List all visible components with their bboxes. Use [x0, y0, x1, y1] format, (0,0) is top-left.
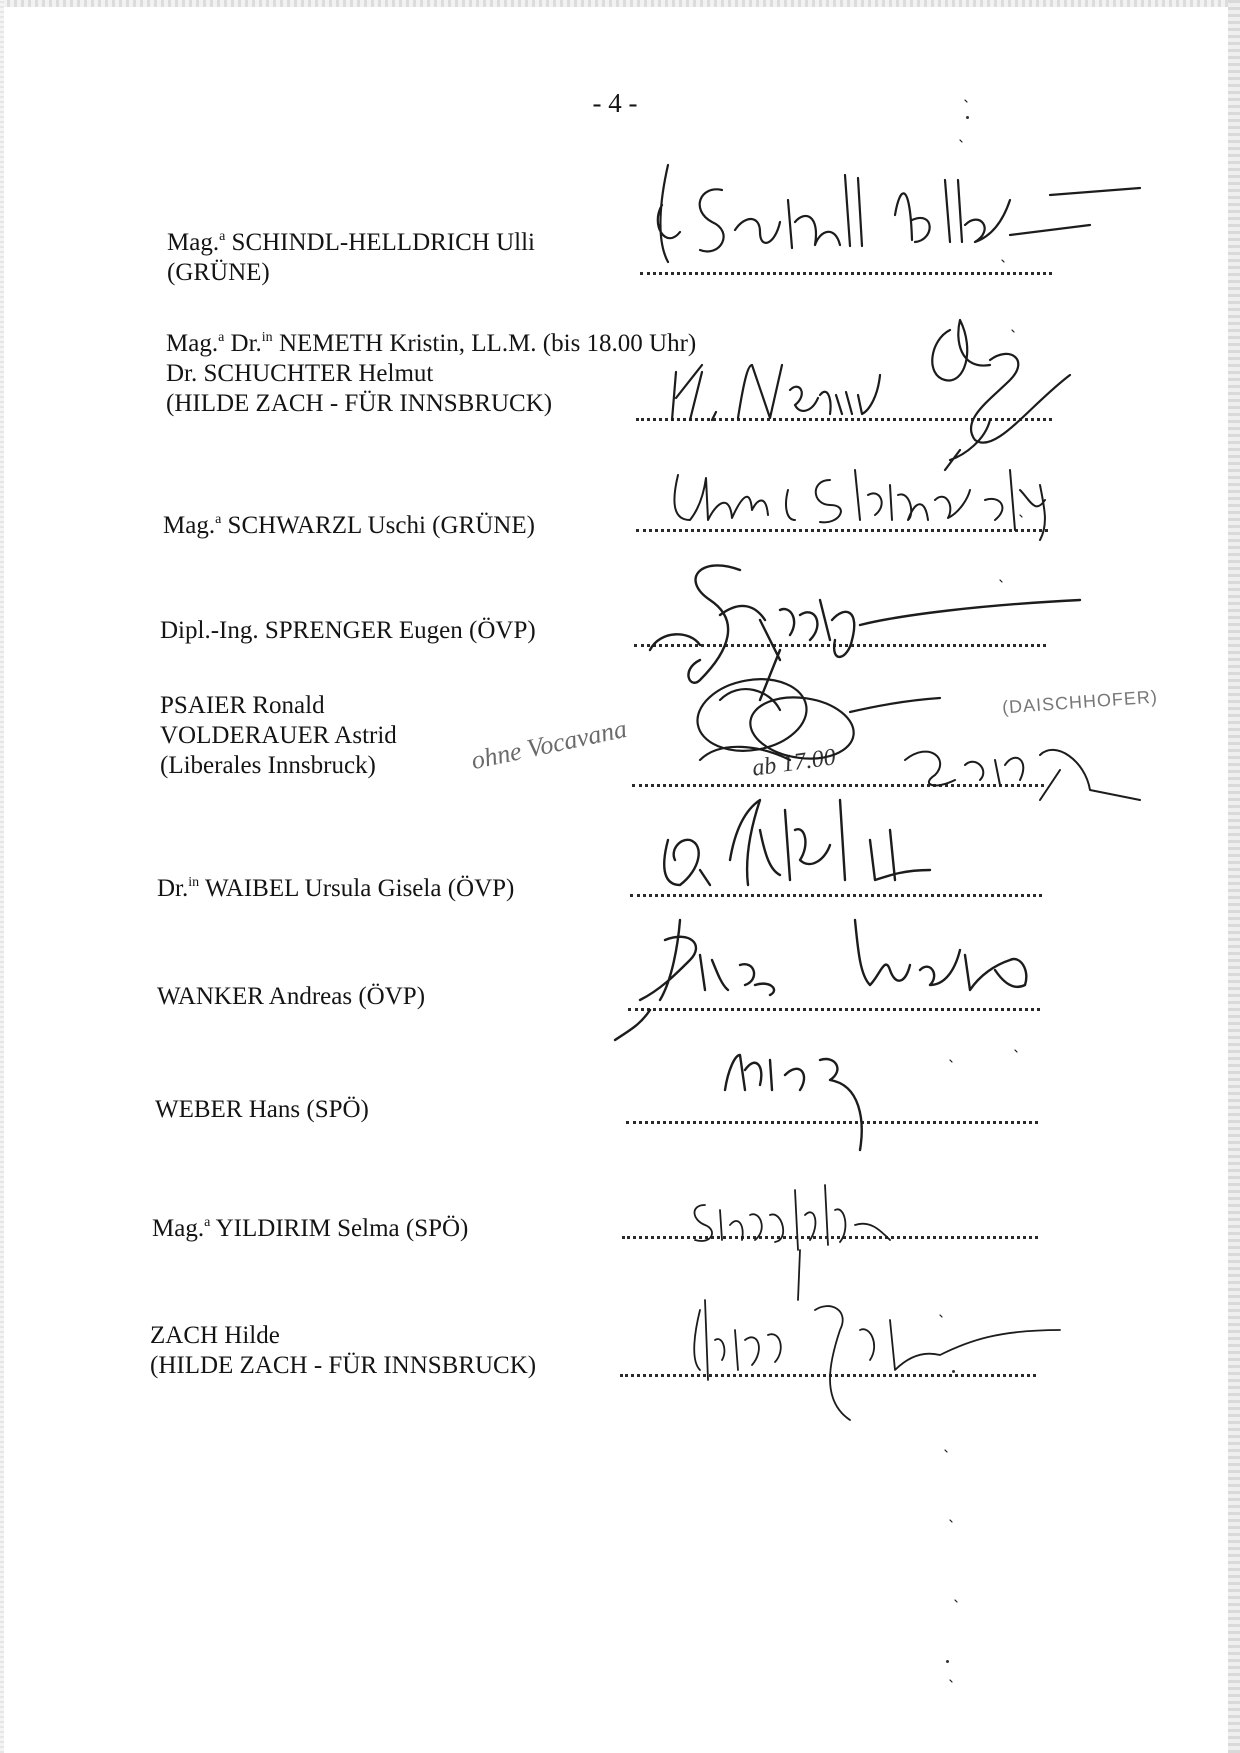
party-line: (GRÜNE): [167, 259, 270, 286]
signature-line: [636, 418, 1052, 421]
name-line: Dipl.-Ing. SPRENGER Eugen (ÖVP): [160, 617, 536, 644]
signatory-sprenger: [160, 616, 536, 646]
name-line: Dr.$^{in}$ WAIBEL Ursula Gisela (ÖVP): [157, 875, 515, 902]
party-line: (HILDE ZACH - FÜR INNSBRUCK): [166, 390, 553, 417]
name-line: Mag.$^a$ YILDIRIM Selma (SPÖ): [152, 1215, 469, 1242]
signature-line: [622, 1236, 1038, 1239]
scan-speck: [952, 1370, 955, 1373]
signature-line: [632, 784, 1044, 787]
signatory-yildirim: [152, 1208, 468, 1244]
stamp-note: (DAISCHHOFER): [1001, 686, 1159, 718]
signature-line: [636, 529, 1048, 532]
signature-line: [630, 894, 1042, 897]
margin-note: ohne Vocavana: [468, 713, 630, 776]
name-line: VOLDERAUER Astrid: [160, 722, 397, 749]
party-line: (HILDE ZACH - FÜR INNSBRUCK): [150, 1352, 537, 1379]
name-line: Mag.$^a$ SCHINDL-HELLDRICH Ulli: [167, 229, 536, 256]
signatory-nemeth-schuchter: [166, 323, 696, 419]
signature-line: [628, 1008, 1040, 1011]
scan-speck: [966, 116, 969, 119]
signatory-weber: [155, 1095, 369, 1125]
signature-line: [634, 644, 1046, 647]
name-line: Dr. SCHUCHTER Helmut: [166, 360, 434, 387]
scan-border-top: [0, 0, 1240, 7]
signature-line: [640, 272, 1052, 275]
signatory-psaier-volderauer: [160, 691, 397, 781]
time-note: ab 17.00: [750, 744, 838, 782]
signatory-schindl-helldrich: [167, 222, 535, 288]
name-line: WEBER Hans (SPÖ): [155, 1096, 369, 1123]
signature-line: [626, 1121, 1038, 1124]
scan-speck: [946, 1660, 949, 1663]
signature-line: [620, 1374, 1036, 1377]
name-line: Mag.$^a$ SCHWARZL Uschi (GRÜNE): [163, 512, 535, 539]
party-line: (Liberales Innsbruck): [160, 752, 376, 779]
signatory-schwarzl: [163, 505, 535, 541]
name-line: PSAIER Ronald: [160, 692, 325, 719]
signatory-wanker: [157, 982, 425, 1012]
scan-border-left: [0, 0, 4, 1753]
scan-border-right: [1228, 0, 1240, 1753]
name-line: WANKER Andreas (ÖVP): [157, 983, 426, 1010]
signatory-waibel: [157, 868, 514, 904]
name-line: Mag.$^a$ Dr.$^{in}$ NEMETH Kristin, LL.M. (bis 18.00 Uhr): [166, 330, 697, 357]
page-number: - 4 -: [592, 88, 638, 118]
name-line: ZACH Hilde: [150, 1322, 280, 1349]
signatory-zach: [150, 1321, 536, 1381]
